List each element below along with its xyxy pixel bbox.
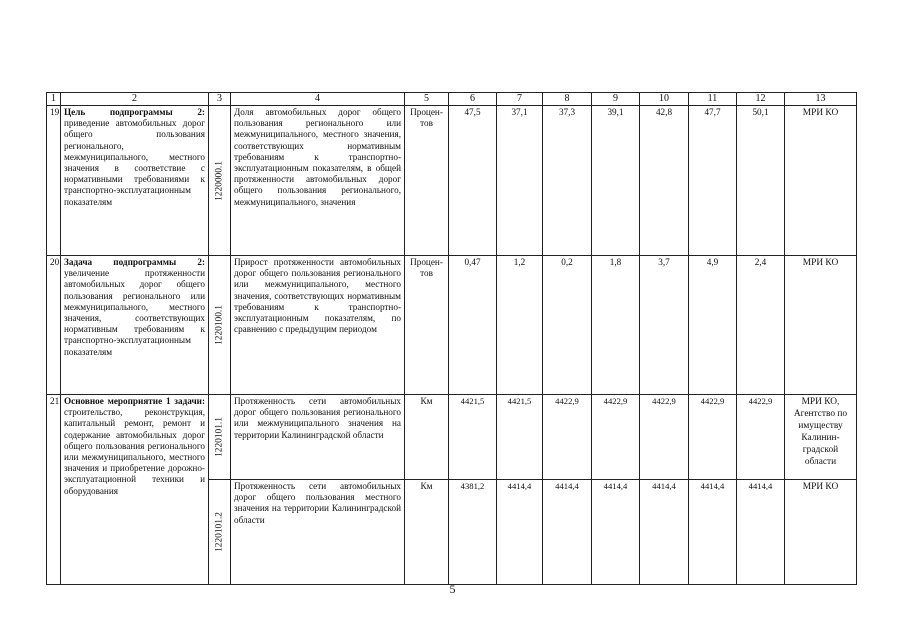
value-cell: 4422,9 bbox=[592, 395, 640, 480]
responsible-cell: МРИ КО bbox=[785, 256, 857, 395]
value-cell: 1,8 bbox=[592, 256, 640, 395]
unit-cell: Км bbox=[405, 480, 449, 585]
header-row bbox=[47, 93, 857, 106]
value-cell: 42,8 bbox=[640, 106, 689, 256]
value-cell: 37,1 bbox=[497, 106, 543, 256]
value-cell: 2,4 bbox=[737, 256, 785, 395]
goal-title: Цель подпрограммы 2: bbox=[64, 107, 205, 117]
responsible-cell: МРИ КО, Агентство по имуществу Калинин-градской области bbox=[785, 395, 857, 480]
value-cell: 4414,4 bbox=[640, 480, 689, 585]
header-cell: 2 bbox=[61, 93, 209, 106]
goal-cell bbox=[61, 106, 209, 256]
value-cell: 50,1 bbox=[737, 106, 785, 256]
indicator-cell: Доля автомобильных дорог общего пользования регионального или межмуниципального, местного значения, соответствующих нормативным требованиям к транспортно-эксплуатационным показателям, в общей протяженности автомобильных дорог общего пользования регионального, межмуниципального, значения bbox=[231, 106, 405, 256]
indicator-cell: Прирост протяженности автомобильных дорог общего пользования регионального или межмуниципального, местного значения, соответствующих нормативным требованиям к транспортно-эксплуатационным показателям, по сравнению с предыдущим периодом bbox=[231, 256, 405, 395]
code-cell bbox=[209, 395, 231, 480]
value-cell: 1,2 bbox=[497, 256, 543, 395]
goal-title: Основное мероприятие 1 задачи: bbox=[64, 396, 205, 406]
indicators-table bbox=[46, 92, 857, 585]
table-row bbox=[47, 395, 857, 480]
value-cell: 4421,5 bbox=[497, 395, 543, 480]
goal-description: приведение автомобильных дорог общего пользования регионального, межмуниципального, местного значения в соответствие с нормативными требованиями к транспортно-эксплуатационным показателям bbox=[64, 118, 205, 207]
header-cell: 5 bbox=[405, 93, 449, 106]
unit-cell: Процен-тов bbox=[405, 256, 449, 395]
value-cell: 4422,9 bbox=[689, 395, 737, 480]
indicator-code: 1220101.2 bbox=[213, 512, 224, 552]
goal-cell bbox=[61, 256, 209, 395]
header-cell: 12 bbox=[737, 93, 785, 106]
unit-cell: Км bbox=[405, 395, 449, 480]
indicator-code: 1220000.1 bbox=[213, 160, 224, 201]
value-cell: 4422,9 bbox=[543, 395, 592, 480]
header-cell: 3 bbox=[209, 93, 231, 106]
page-number: 5 bbox=[449, 582, 456, 596]
goal-cell bbox=[61, 395, 209, 585]
code-cell bbox=[209, 256, 231, 395]
goal-description: увеличение протяженности автомобильных дорог общего пользования регионального или межмуниципального, местного значения, соответствующих нормативным требованиям к транспортно-эксплуатационным показателям bbox=[64, 268, 205, 357]
unit-cell: Процен-тов bbox=[405, 106, 449, 256]
value-cell: 3,7 bbox=[640, 256, 689, 395]
code-cell bbox=[209, 106, 231, 256]
header-cell: 13 bbox=[785, 93, 857, 106]
value-cell: 4414,4 bbox=[543, 480, 592, 585]
value-cell: 4381,2 bbox=[449, 480, 497, 585]
header-cell: 7 bbox=[497, 93, 543, 106]
row-number: 20 bbox=[47, 256, 61, 395]
value-cell: 37,3 bbox=[543, 106, 592, 256]
responsible-cell: МРИ КО bbox=[785, 106, 857, 256]
value-cell: 0,2 bbox=[543, 256, 592, 395]
header-cell: 6 bbox=[449, 93, 497, 106]
value-cell: 4414,4 bbox=[689, 480, 737, 585]
value-cell: 4414,4 bbox=[497, 480, 543, 585]
header-cell: 10 bbox=[640, 93, 689, 106]
value-cell: 4414,4 bbox=[592, 480, 640, 585]
header-cell: 4 bbox=[231, 93, 405, 106]
indicator-code: 1220100.1 bbox=[213, 305, 224, 345]
value-cell: 4,9 bbox=[689, 256, 737, 395]
header-cell: 11 bbox=[689, 93, 737, 106]
header-cell: 8 bbox=[543, 93, 592, 106]
indicator-cell: Протяженность сети автомобильных дорог общего пользования регионального или межмуниципального значения на территории Калининградской области bbox=[231, 395, 405, 480]
value-cell: 4422,9 bbox=[640, 395, 689, 480]
indicator-cell: Протяженность сети автомобильных дорог общего пользования местного значения на территории Калининградской области bbox=[231, 480, 405, 585]
responsible-cell: МРИ КО bbox=[785, 480, 857, 585]
table-row bbox=[47, 256, 857, 395]
row-number: 21 bbox=[47, 395, 61, 585]
table-row bbox=[47, 106, 857, 256]
code-cell bbox=[209, 480, 231, 585]
header-cell: 1 bbox=[47, 93, 61, 106]
goal-description: строительство, реконструкция, капитальный ремонт, ремонт и содержание автомобильных дорог общего пользования регионального или межмуниципального, местного значения и приобретение дорожно-эксплуатационной техники и оборудования bbox=[64, 407, 205, 496]
value-cell: 4414,4 bbox=[737, 480, 785, 585]
value-cell: 0,47 bbox=[449, 256, 497, 395]
value-cell: 47,5 bbox=[449, 106, 497, 256]
indicator-code: 1220101.1 bbox=[213, 417, 224, 457]
goal-title: Задача подпрограммы 2: bbox=[64, 257, 205, 267]
header-cell: 9 bbox=[592, 93, 640, 106]
value-cell: 47,7 bbox=[689, 106, 737, 256]
value-cell: 4421,5 bbox=[449, 395, 497, 480]
value-cell: 39,1 bbox=[592, 106, 640, 256]
value-cell: 4422,9 bbox=[737, 395, 785, 480]
row-number: 19 bbox=[47, 106, 61, 256]
